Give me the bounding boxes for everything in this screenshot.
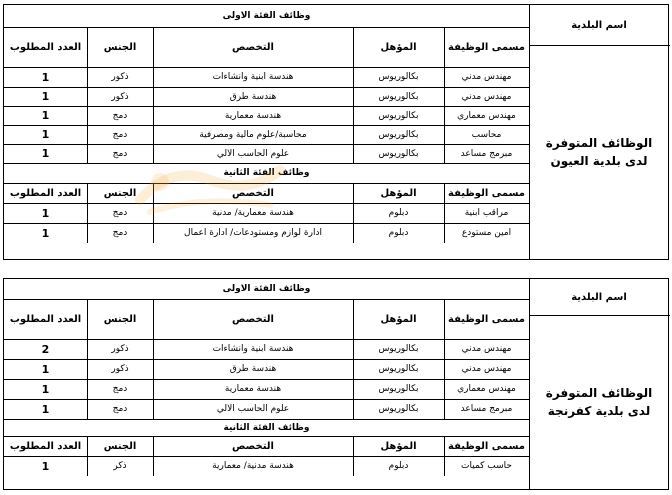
table-cell-job: مهندس مدني	[461, 364, 512, 374]
jobs-table-al-oyoun	[3, 4, 669, 260]
table-cell-gender: دمج	[112, 404, 128, 414]
grid-line	[353, 299, 354, 339]
table-cell-job: مراقب ابنية	[464, 208, 509, 218]
table-cell-qualification: بكالوريوس	[378, 110, 419, 121]
grid-line	[87, 379, 88, 399]
grid-line	[153, 27, 154, 67]
column-header-count: العدد المطلوب	[9, 41, 82, 53]
grid-line	[353, 87, 354, 106]
grid-line	[353, 144, 354, 163]
column-header-qualification: المؤهل	[380, 313, 417, 325]
column-header-specialty: التخصص	[232, 187, 274, 199]
column-header-specialty: التخصص	[232, 313, 274, 325]
grid-line	[153, 125, 154, 144]
table-cell-specialty: هندسة طرق	[229, 364, 277, 374]
grid-line	[153, 436, 154, 456]
table-cell-qualification: بكالوريوس	[378, 148, 419, 159]
grid-line	[87, 339, 88, 359]
grid-line	[87, 456, 88, 476]
grid-line	[353, 27, 354, 67]
column-header-job: مسمى الوظيفة	[448, 41, 525, 53]
table-cell-qualification: بكالوريوس	[378, 404, 419, 414]
grid-line	[444, 183, 445, 203]
grid-line	[153, 399, 154, 419]
column-header-job: مسمى الوظيفة	[448, 440, 525, 452]
table-cell-job: مهندس مدني	[461, 91, 512, 102]
table-cell-specialty: علوم الحاسب الالي	[216, 148, 290, 159]
table-cell-count: 1	[41, 206, 50, 220]
grid-line	[87, 359, 88, 379]
column-header-qualification: المؤهل	[380, 187, 417, 199]
grid-line	[444, 436, 445, 456]
table-cell-gender: ذكور	[111, 91, 129, 102]
table-cell-gender: دمج	[112, 384, 128, 394]
table-cell-count: 1	[41, 128, 50, 141]
column-header-gender: الجنس	[103, 187, 137, 199]
table-cell-job: مهندس مدني	[461, 344, 512, 354]
grid-line	[353, 183, 354, 203]
table-cell-count: 1	[41, 382, 50, 396]
table-cell-qualification: بكالوريوس	[378, 129, 419, 140]
column-header-job: مسمى الوظيفة	[448, 187, 525, 199]
column-header-count: العدد المطلوب	[9, 313, 82, 325]
grid-line	[153, 223, 154, 243]
grid-line	[444, 144, 445, 163]
column-header-count: العدد المطلوب	[9, 187, 82, 199]
table-cell-specialty: هندسة معمارية	[224, 384, 282, 394]
grid-line	[153, 359, 154, 379]
column-header-qualification: المؤهل	[380, 41, 417, 53]
grid-line	[153, 67, 154, 87]
column-header-specialty: التخصص	[232, 41, 274, 53]
table-cell-qualification: بكالوريوس	[378, 364, 419, 374]
column-header-job: مسمى الوظيفة	[448, 313, 525, 325]
grid-line	[444, 299, 445, 339]
grid-line	[87, 67, 88, 87]
section-title: وظائف الفئة الاولى	[222, 284, 311, 294]
table-cell-gender: ذكور	[111, 344, 129, 354]
grid-line	[87, 223, 88, 243]
table-cell-job: محاسب	[471, 129, 502, 140]
grid-line	[353, 379, 354, 399]
section-title: وظائف الفئة الثانية	[223, 168, 310, 178]
column-header-specialty: التخصص	[232, 440, 274, 452]
table-cell-specialty: ادارة لوازم ومستودعات/ ادارة اعمال	[184, 228, 322, 238]
grid-line	[87, 125, 88, 144]
grid-line	[353, 106, 354, 125]
column-header-gender: الجنس	[103, 41, 137, 53]
grid-line	[153, 183, 154, 203]
table-cell-specialty: هندسة ابنية وانشاءات	[212, 344, 294, 354]
table-cell-job: مبرمج مساعد	[460, 148, 513, 159]
grid-line	[87, 144, 88, 163]
table-cell-count: 1	[41, 90, 50, 103]
grid-line	[444, 125, 445, 144]
grid-line	[153, 456, 154, 476]
table-cell-count: 1	[41, 147, 50, 160]
grid-line	[444, 27, 445, 67]
table-cell-qualification: بكالوريوس	[378, 344, 419, 354]
municipality-label: الوظائف المتوفرة لدى بلدية كفرنجة	[545, 386, 653, 418]
table-cell-gender: دمج	[112, 129, 128, 140]
grid-line	[153, 87, 154, 106]
grid-line	[153, 339, 154, 359]
table-cell-qualification: دبلوم	[388, 208, 409, 218]
grid-line	[444, 339, 445, 359]
municipality-label: الوظائف المتوفرة لدى بلدية العيون	[545, 136, 653, 168]
grid-line	[444, 456, 445, 476]
grid-line	[444, 399, 445, 419]
table-cell-specialty: هندسة مدنية/ معمارية	[212, 461, 294, 471]
table-cell-count: 1	[41, 459, 50, 473]
grid-line	[153, 106, 154, 125]
grid-line	[353, 339, 354, 359]
table-cell-count: 2	[41, 342, 50, 356]
municipality-name-header: اسم البلدية	[571, 291, 627, 303]
table-cell-count: 1	[41, 402, 50, 416]
jobs-table-kufranjah	[3, 278, 669, 490]
grid-line	[353, 67, 354, 87]
grid-line	[353, 436, 354, 456]
table-cell-job: مهندس معماري	[457, 110, 516, 121]
grid-line	[444, 67, 445, 87]
grid-line	[353, 203, 354, 223]
table-cell-gender: دمج	[112, 148, 128, 159]
grid-line	[444, 106, 445, 125]
grid-line	[87, 203, 88, 223]
grid-line	[87, 87, 88, 106]
table-cell-gender: ذكر	[113, 461, 127, 471]
grid-line	[444, 379, 445, 399]
table-cell-count: 1	[41, 362, 50, 376]
table-cell-job: امين مستودع	[461, 228, 512, 238]
grid-line	[87, 106, 88, 125]
table-cell-qualification: بكالوريوس	[378, 91, 419, 102]
grid-line	[353, 456, 354, 476]
table-cell-gender: دمج	[112, 228, 128, 238]
grid-line	[87, 399, 88, 419]
table-cell-job: مهندس معماري	[457, 384, 516, 394]
section-title: وظائف الفئة الاولى	[222, 11, 311, 21]
table-cell-specialty: هندسة معمارية	[224, 110, 282, 121]
table-cell-specialty: علوم الحاسب الالي	[216, 404, 290, 414]
table-cell-job: مبرمج مساعد	[460, 404, 513, 414]
grid-line	[353, 125, 354, 144]
grid-line	[153, 144, 154, 163]
table-cell-job: حاسب كميات	[461, 461, 512, 471]
grid-line	[444, 87, 445, 106]
grid-line	[353, 399, 354, 419]
column-header-count: العدد المطلوب	[9, 440, 82, 452]
table-cell-specialty: هندسة ابنية وانشاءات	[212, 72, 294, 82]
grid-line	[153, 203, 154, 223]
table-cell-count: 1	[41, 70, 50, 84]
grid-line	[87, 299, 88, 339]
table-cell-gender: ذكور	[111, 364, 129, 374]
table-cell-gender: دمج	[112, 208, 128, 218]
grid-line	[153, 299, 154, 339]
table-cell-qualification: دبلوم	[388, 228, 409, 238]
grid-line	[87, 436, 88, 456]
table-cell-specialty: محاسبة/علوم مالية ومصرفية	[199, 129, 307, 140]
table-cell-specialty: هندسة طرق	[229, 91, 277, 102]
table-cell-gender: دمج	[112, 110, 128, 121]
table-cell-qualification: بكالوريوس	[378, 384, 419, 394]
table-cell-count: 1	[41, 226, 50, 240]
grid-line	[87, 183, 88, 203]
table-cell-qualification: دبلوم	[388, 461, 409, 471]
grid-line	[444, 203, 445, 223]
column-header-qualification: المؤهل	[380, 440, 417, 452]
table-cell-gender: ذكور	[111, 72, 129, 82]
grid-line	[353, 223, 354, 243]
grid-line	[153, 379, 154, 399]
table-cell-job: مهندس مدني	[461, 72, 512, 82]
grid-line	[444, 223, 445, 243]
column-header-gender: الجنس	[103, 313, 137, 325]
grid-line	[353, 359, 354, 379]
grid-line	[444, 359, 445, 379]
table-cell-count: 1	[41, 109, 50, 122]
section-title: وظائف الفئة الثانية	[223, 422, 310, 433]
grid-line	[87, 27, 88, 67]
table-cell-qualification: بكالوريوس	[378, 72, 419, 82]
table-cell-specialty: هندسة معمارية/ مدنية	[212, 208, 294, 218]
municipality-name-header: اسم البلدية	[571, 19, 627, 31]
column-header-gender: الجنس	[103, 440, 137, 452]
